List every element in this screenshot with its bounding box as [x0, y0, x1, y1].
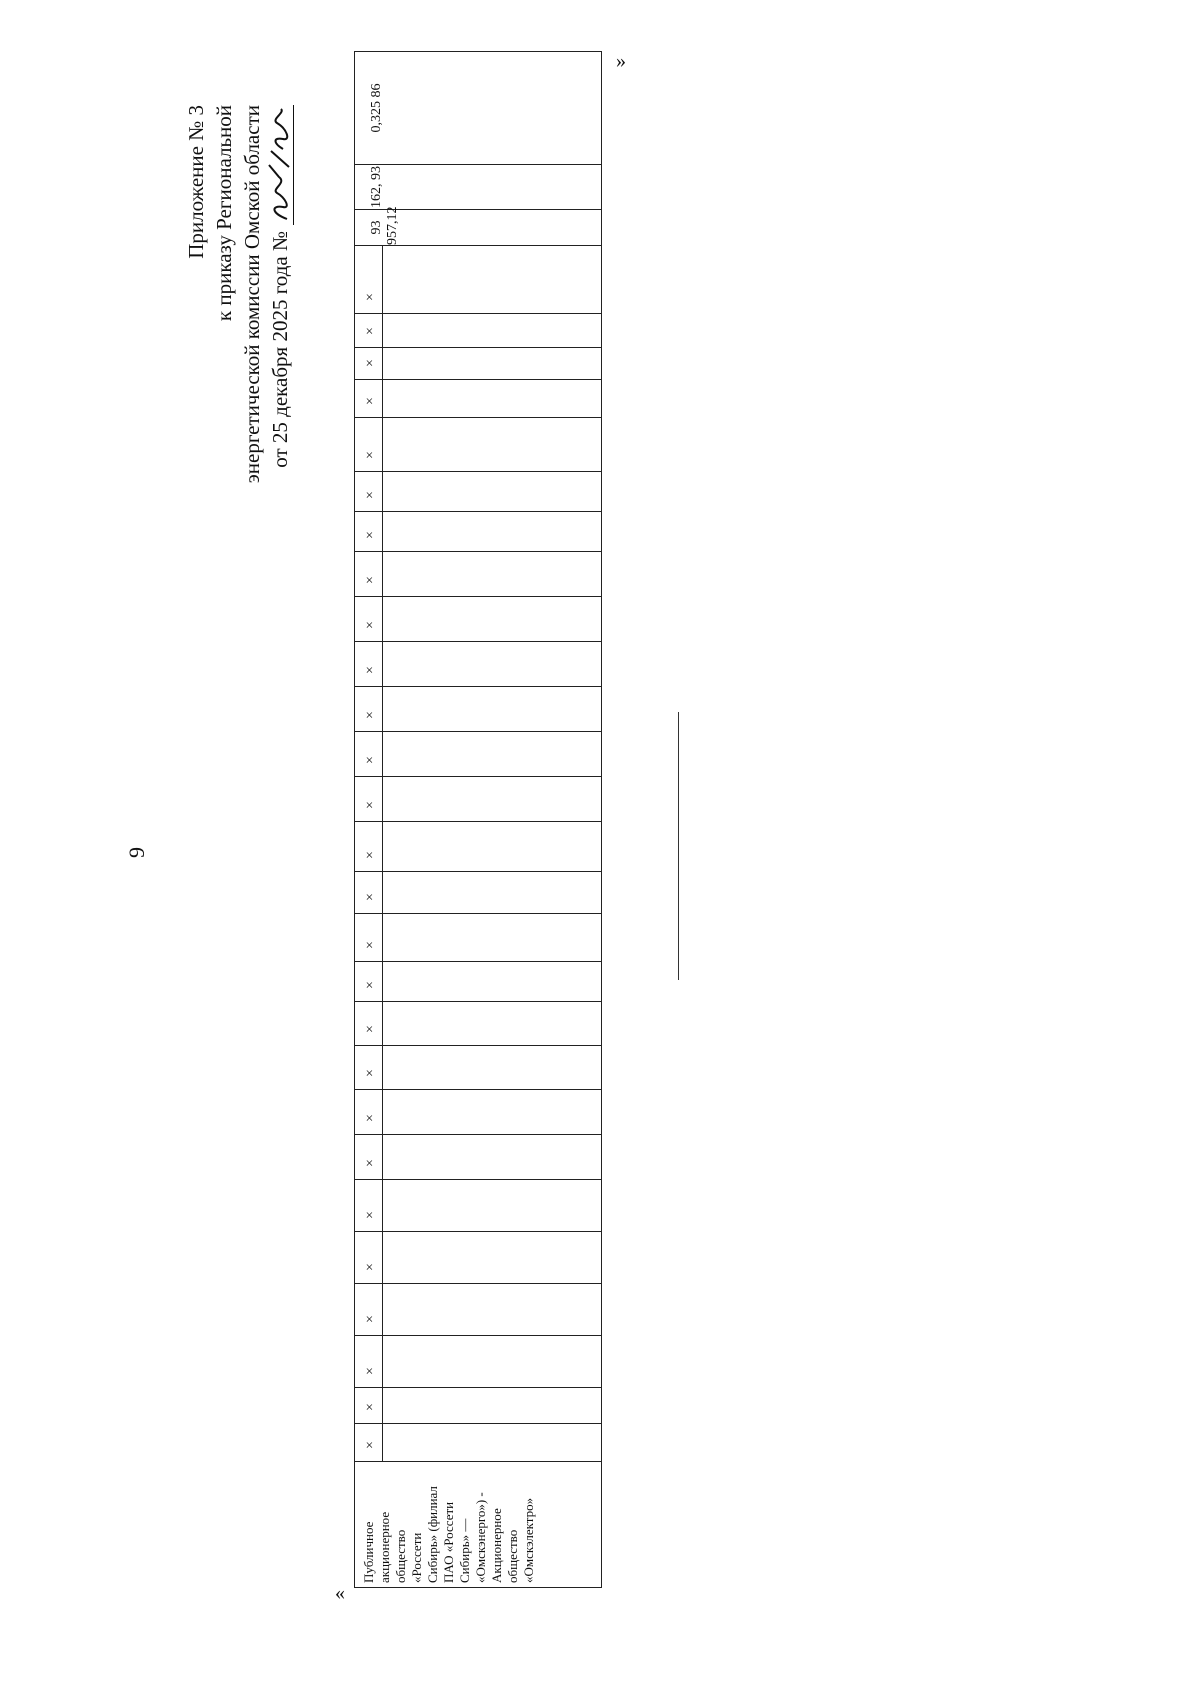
- x-mark-cell: ×: [355, 348, 383, 380]
- tariff-table: [354, 51, 602, 1588]
- x-mark-cell: ×: [355, 642, 383, 687]
- x-mark-cell: ×: [355, 1090, 383, 1135]
- empty-cell: [383, 348, 602, 380]
- value-cell: 93 957,12: [355, 210, 602, 246]
- empty-cell: [383, 1232, 602, 1284]
- x-mark-cell: ×: [355, 872, 383, 914]
- table-row: [383, 52, 602, 1588]
- value-cell: 0,325 86: [355, 52, 602, 165]
- x-mark-cell: ×: [355, 777, 383, 822]
- empty-cell: [383, 1180, 602, 1232]
- organization-name-line: «Омскэлектро»: [521, 1497, 536, 1583]
- commission-name: энергетической комиссии Омской области: [240, 105, 264, 484]
- page-number: 9: [124, 847, 149, 858]
- x-mark-cell: ×: [355, 1046, 383, 1090]
- empty-cell: [383, 687, 602, 732]
- x-mark-cell: ×: [355, 962, 383, 1002]
- organization-name-line: Сибирь» —: [457, 1518, 472, 1583]
- empty-cell: [383, 642, 602, 687]
- x-mark-cell: ×: [355, 1002, 383, 1046]
- opening-quote: «: [335, 1582, 345, 1604]
- organization-name-line: «Россети: [409, 1532, 424, 1583]
- empty-cell: [383, 314, 602, 348]
- order-date: от 25 декабря 2025 года №: [268, 231, 292, 468]
- organization-name-line: ПАО «Россети: [441, 1501, 456, 1583]
- empty-cell: [383, 732, 602, 777]
- x-mark-cell: ×: [355, 1180, 383, 1232]
- empty-cell: [383, 1336, 602, 1388]
- organization-name-line: Акционерное: [489, 1508, 504, 1583]
- empty-cell: [383, 777, 602, 822]
- empty-cell: [383, 962, 602, 1002]
- empty-cell: [383, 1046, 602, 1090]
- organization-name-line: акционерное: [377, 1511, 392, 1583]
- x-mark-cell: ×: [355, 732, 383, 777]
- x-mark-cell: ×: [355, 552, 383, 597]
- handwritten-signature: [269, 105, 294, 225]
- closing-quote: »: [616, 50, 626, 72]
- empty-cell: [383, 822, 602, 872]
- empty-cell: [383, 872, 602, 914]
- x-mark-cell: ×: [355, 472, 383, 512]
- empty-cell: [383, 512, 602, 552]
- appendix-title: Приложение № 3: [184, 105, 208, 259]
- empty-cell: [383, 1424, 602, 1462]
- organization-name-line: Сибирь» (филиал: [425, 1486, 440, 1583]
- x-mark-cell: ×: [355, 1336, 383, 1388]
- x-mark-cell: ×: [355, 1388, 383, 1424]
- empty-cell: [383, 1002, 602, 1046]
- empty-cell: [383, 1388, 602, 1424]
- table-row: [355, 52, 383, 1588]
- separator-line: [678, 712, 679, 980]
- x-mark-cell: ×: [355, 380, 383, 418]
- empty-cell: [383, 597, 602, 642]
- x-mark-cell: ×: [355, 512, 383, 552]
- x-mark-cell: ×: [355, 314, 383, 348]
- x-mark-cell: ×: [355, 418, 383, 472]
- appendix-header: [182, 105, 294, 575]
- x-mark-cell: ×: [355, 246, 383, 314]
- x-mark-cell: ×: [355, 914, 383, 962]
- x-mark-cell: ×: [355, 1232, 383, 1284]
- organization-name-line: «Омскэнерго») -: [473, 1492, 488, 1583]
- empty-cell: [383, 472, 602, 512]
- order-date-line: [266, 105, 294, 575]
- x-mark-cell: ×: [355, 822, 383, 872]
- empty-cell: [383, 914, 602, 962]
- empty-cell: [383, 418, 602, 472]
- value-cell: 162, 93: [355, 165, 602, 210]
- x-mark-cell: ×: [355, 687, 383, 732]
- x-mark-cell: ×: [355, 1135, 383, 1180]
- empty-cell: [383, 246, 602, 314]
- organization-name-line: общество: [505, 1529, 520, 1583]
- empty-cell: [383, 552, 602, 597]
- organization-name-line: Публичное: [361, 1521, 376, 1583]
- empty-cell: [383, 1284, 602, 1336]
- x-mark-cell: ×: [355, 1424, 383, 1462]
- x-mark-cell: ×: [355, 597, 383, 642]
- empty-cell: [383, 380, 602, 418]
- x-mark-cell: ×: [355, 1284, 383, 1336]
- organization-name-line: общество: [393, 1529, 408, 1583]
- order-reference: к приказу Региональной: [212, 105, 236, 322]
- organization-name-cell: [355, 1462, 602, 1588]
- empty-cell: [383, 1135, 602, 1180]
- empty-cell: [383, 1090, 602, 1135]
